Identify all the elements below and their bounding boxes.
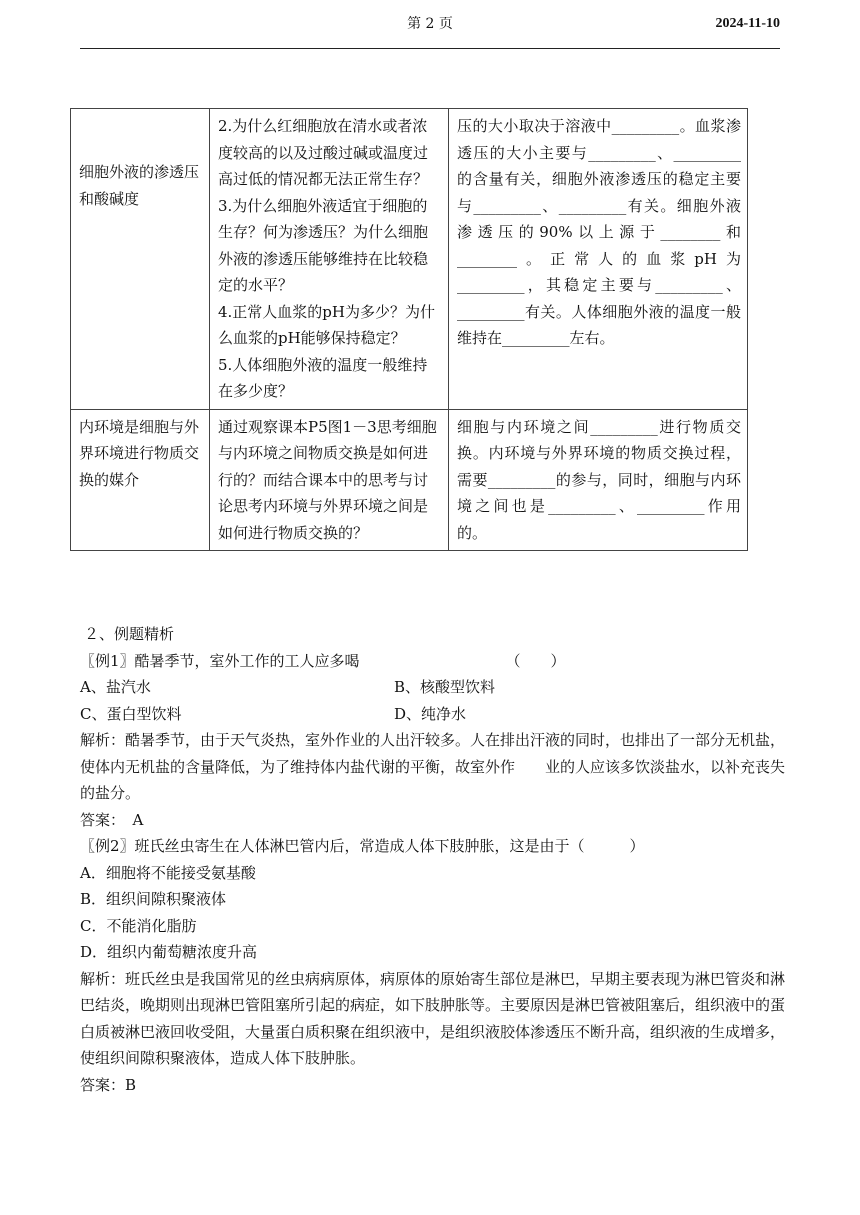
topic-cell <box>71 409 210 551</box>
page-header <box>80 14 780 49</box>
example-answer: 答案： A <box>80 810 144 829</box>
table-row <box>71 409 748 551</box>
topic-cell <box>71 109 210 410</box>
study-table <box>70 108 748 551</box>
option-c: C．不能消化脂肪 <box>80 916 197 935</box>
table-row <box>71 109 748 410</box>
options-row <box>80 674 785 701</box>
answer-bracket: （ ） <box>505 651 566 670</box>
topic-text: 细胞外液的渗透压和酸碱度 <box>79 163 200 208</box>
question-stem: 〖例1〗酷暑季节，室外工作的工人应多喝 <box>80 651 360 670</box>
topic-text: 内环境是细胞与外界环境进行物质交换的媒介 <box>79 417 200 489</box>
option-d: D、纯净水 <box>394 704 467 723</box>
answer-text: 细胞与内环境之间_________进行物质交换。内环境与外界环境的物质交换过程，需要_________的参与，同时，细胞与内环境之间也是_________、_________作用的。 <box>457 417 741 542</box>
examples-section <box>80 621 785 1098</box>
question-text: 3.为什么细胞外液适宜于细胞的生存？何为渗透压？为什么细胞外液的渗透压能够维持在比较稳定的水平？ <box>218 196 429 294</box>
page-number: 第 2 页 <box>407 16 453 32</box>
answer-text: 压的大小取决于溶液中_________。血浆渗透压的大小主要与_________、_________的含量有关，细胞外液渗透压的稳定主要与_________、_________有关。细胞外液渗透压的90%以上源于________和________。正常人的血浆pH为_________，其稳定主要与_________、_________有关。人体细胞外液的温度一般维持在_________左右。 <box>457 117 741 347</box>
option-a: A．细胞将不能接受氨基酸 <box>80 863 256 882</box>
option-d: D．组织内葡萄糖浓度升高 <box>80 943 258 961</box>
option-b: B．组织间隙积聚液体 <box>80 890 227 908</box>
section-title: ２、例题精析 <box>84 625 175 643</box>
example-question: 〖例2〗班氏丝虫寄生在人体淋巴管内后，常造成人体下肢肿胀，这是由于（ ） <box>80 837 645 855</box>
answer-cell <box>449 409 748 551</box>
example-answer: 答案：B <box>80 1075 137 1094</box>
question-text: 2.为什么红细胞放在清水或者浓度较高的以及过酸过碱或温度过高过低的情况都无法正常生存？ <box>218 117 429 188</box>
header-date: 2024-11-10 <box>715 16 780 31</box>
question-cell <box>210 109 449 410</box>
answer-cell <box>449 109 748 410</box>
options-row <box>80 701 785 728</box>
example-analysis: 解析：酷暑季节，由于天气炎热，室外作业的人出汗较多。人在排出汗液的同时，也排出了一部分无机盐，使体内无机盐的含量降低，为了维持体内盐代谢的平衡，故室外作 业的人应该多饮淡盐水，以补充丧失的盐分。 <box>80 731 786 802</box>
example-question <box>80 648 785 675</box>
question-text: 通过观察课本P5图1－3思考细胞与内环境之间物质交换是如何进行的？而结合课本中的思考与讨论思考内环境与外界环境之间是如何进行物质交换的？ <box>218 417 437 542</box>
option-a: A、盐汽水 <box>80 678 151 696</box>
question-text: 5.人体细胞外液的温度一般维持在多少度？ <box>218 355 428 400</box>
option-c: C、蛋白型饮料 <box>80 704 182 723</box>
question-text: 4.正常人血浆的pH为多少？为什么血浆的pH能够保持稳定？ <box>218 302 435 347</box>
example-analysis: 解析：班氏丝虫是我国常见的丝虫病病原体，病原体的原始寄生部位是淋巴，早期主要表现为淋巴管炎和淋巴结炎，晚期则出现淋巴管阻塞所引起的病症，如下肢肿胀等。主要原因是淋巴管被阻塞后，组织液中的蛋白质被淋巴液回收受阻，大量蛋白质积聚在组织液中，是组织液胶体渗透压不断升高，组织液的生成增多，使组织间隙积聚液体，造成人体下肢肿胀。 <box>80 969 786 1067</box>
option-b: B、核酸型饮料 <box>394 678 496 696</box>
question-cell <box>210 409 449 551</box>
